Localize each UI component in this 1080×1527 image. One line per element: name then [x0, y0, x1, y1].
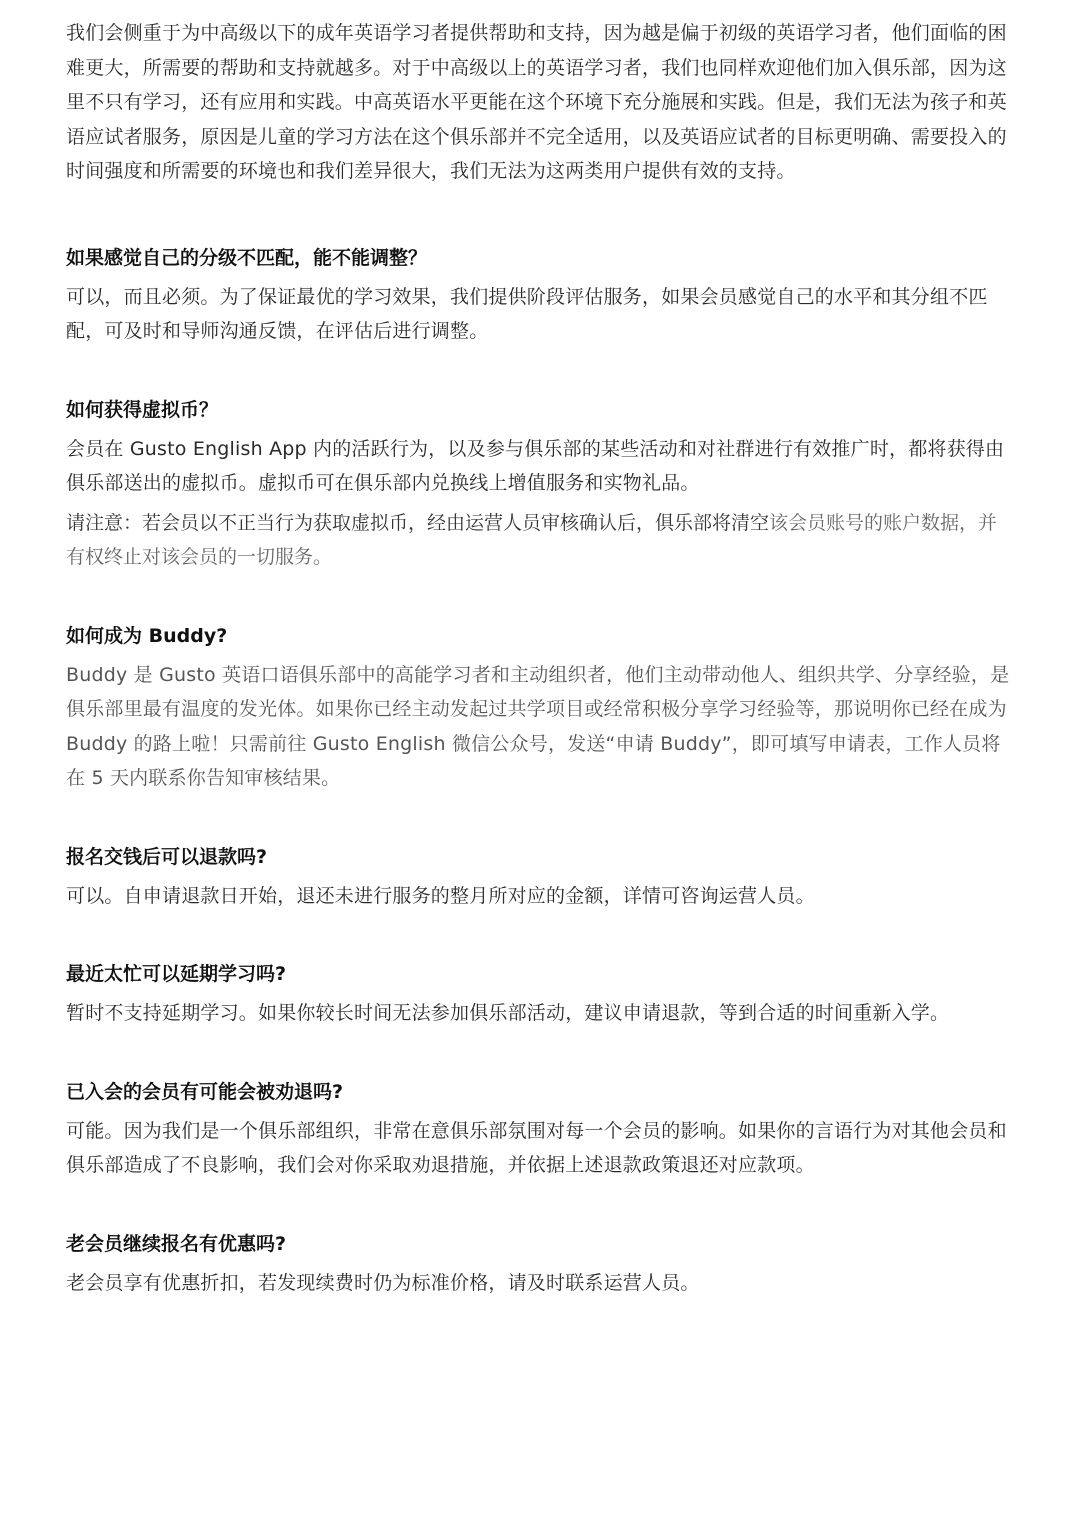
faq-item-dismissal — [66, 1075, 1016, 1183]
faq-item-refund — [66, 840, 1016, 914]
faq-answer: 可以。自申请退款日开始，退还未进行服务的整月所对应的金额，详情可咨询运营人员。 — [66, 884, 815, 907]
faq-item-virtual-coin — [66, 393, 1016, 575]
faq-note-main: 请注意：若会员以不正当行为获取虚拟币，经由运营人员审核确认后，俱乐部将清空 — [66, 511, 770, 534]
intro-paragraph: 我们会侧重于为中高级以下的成年英语学习者提供帮助和支持，因为越是偏于初级的英语学习者，他们面临的困难更大，所需要的帮助和支持就越多。对于中高级以上的英语学习者，我们也同样欢迎他们加入俱乐部，因为这里不只有学习，还有应用和实践。中高英语水平更能在这个环境下充分施展和实践。但是，我们无法为孩子和英语应试者服务，原因是儿童的学习方法在这个俱乐部并不完全适用，以及英语应试者的目标更明确、需要投入的时间强度和所需要的环境也和我们差异很大，我们无法为这两类用户提供有效的支持。 — [66, 22, 1007, 182]
faq-item-regrade — [66, 241, 1016, 349]
faq-answer: 可能。因为我们是一个俱乐部组织，非常在意俱乐部氛围对每一个会员的影响。如果你的言语行为对其他会员和俱乐部造成了不良影响，我们会对你采取劝退措施，并依据上述退款政策退还对应款项。 — [66, 1119, 1007, 1176]
faq-question: 如何成为 Buddy? — [66, 624, 228, 647]
faq-item-renewal-discount — [66, 1227, 1016, 1301]
faq-item-defer — [66, 957, 1016, 1031]
faq-question: 报名交钱后可以退款吗? — [66, 845, 268, 868]
faq-item-buddy — [66, 619, 1016, 796]
faq-answer: 会员在 Gusto English App 内的活跃行为，以及参与俱乐部的某些活动和对社群进行有效推广时，都将获得由俱乐部送出的虚拟币。虚拟币可在俱乐部内兑换线上增值服务和实物礼品。 — [66, 437, 1005, 494]
faq-answer: 可以，而且必须。为了保证最优的学习效果，我们提供阶段评估服务，如果会员感觉自己的水平和其分组不匹配，可及时和导师沟通反馈，在评估后进行调整。 — [66, 285, 988, 342]
faq-question: 如何获得虚拟币？ — [66, 398, 219, 421]
faq-document — [66, 16, 1016, 1300]
faq-answer: Buddy 是 Gusto 英语口语俱乐部中的高能学习者和主动组织者，他们主动带动他人、组织共学、分享经验，是俱乐部里最有温度的发光体。如果你已经主动发起过共学项目或经常积极分享学习经验等，那说明你已经在成为 Buddy 的路上啦！只需前往 Gusto English 微信公众号，发送“申请 Buddy”，即可填写申请表，工作人员将在 5 天内联系你告知审核结果。 — [66, 663, 1010, 789]
faq-question: 老会员继续报名有优惠吗? — [66, 1232, 287, 1255]
faq-answer: 老会员享有优惠折扣，若发现续费时仍为标准价格，请及时联系运营人员。 — [66, 1271, 700, 1294]
faq-note-muted: 该会员账号的账户数据，并有权终止对该会员的一切服务。 — [66, 511, 998, 568]
faq-question: 如果感觉自己的分级不匹配，能不能调整？ — [66, 246, 428, 269]
faq-note — [66, 506, 1016, 575]
faq-question: 最近太忙可以延期学习吗? — [66, 963, 287, 985]
faq-answer: 暂时不支持延期学习。如果你较长时间无法参加俱乐部活动，建议申请退款，等到合适的时间重新入学。 — [66, 1002, 950, 1024]
faq-question: 已入会的会员有可能会被劝退吗? — [66, 1080, 344, 1103]
